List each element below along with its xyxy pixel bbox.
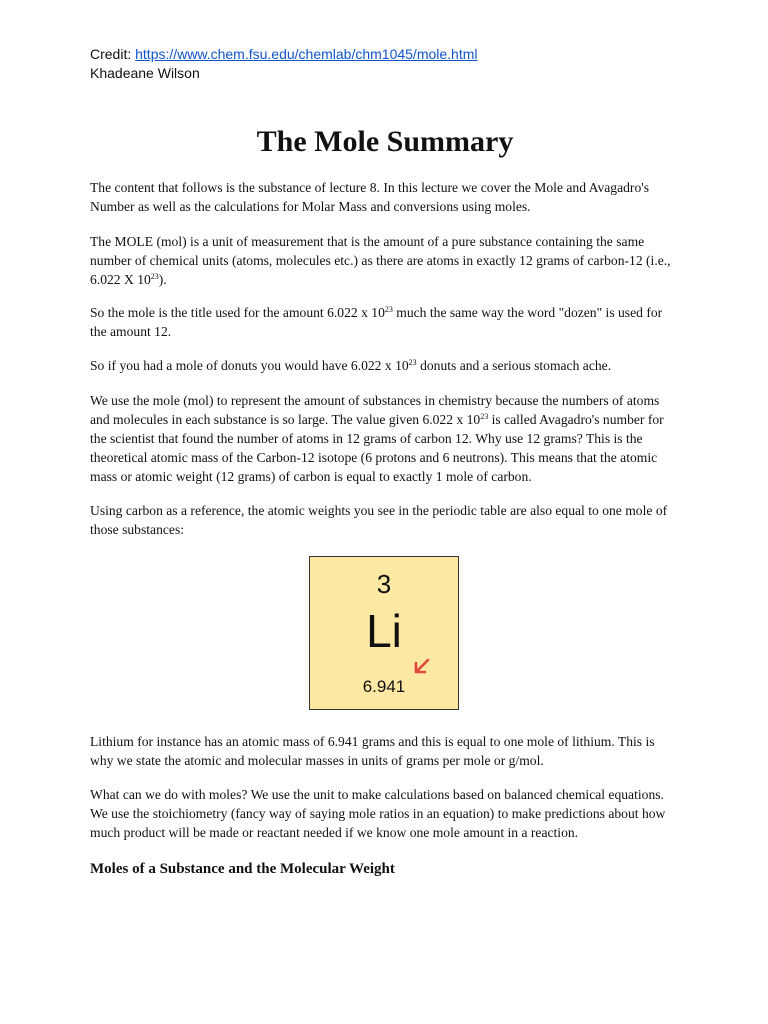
mole-title-paragraph [90, 303, 680, 341]
arrow-down-left-icon [410, 655, 434, 679]
avogadro-end: is called Avagadro's number for the scientist that found the number of atoms in 12 grams of carbon 12. Why use 12 grams? This is the theoretical atomic mass of the Carbon-12 isotope (6 protons and 6 neutrons). This means that the atomic mass or atomic weight (12 grams) of carbon is equal to exactly 1 mole of carbon. [90, 412, 664, 484]
credit-label: Credit: [90, 46, 136, 62]
atomic-number: 3 [376, 569, 392, 599]
donuts-text: So if you had a mole of donuts you would have 6.022 x 10 [90, 358, 409, 373]
lithium-element-tile [309, 556, 459, 710]
document-title: The Mole Summary [256, 125, 514, 158]
section-heading: Moles of a Substance and the Molecular Weight [90, 861, 395, 877]
carbon-reference-paragraph: Using carbon as a reference, the atomic weights you see in the periodic table are also equal to one mole of those substances: [90, 503, 668, 537]
avogadro-text: We use the mole (mol) to represent the amount of substances in chemistry because the numbers of atoms and molecules in each substance is so large. The value given 6.022 x 10 [90, 393, 660, 427]
exponent: 23 [480, 412, 489, 421]
mole-title-text: So the mole is the title used for the amount 6.022 x 10 [90, 305, 385, 320]
mole-definition-end: ). [158, 272, 167, 287]
mole-definition-paragraph [90, 232, 680, 289]
credit-line [90, 45, 478, 64]
avogadro-paragraph [90, 391, 680, 486]
credit-link[interactable]: https://www.chem.fsu.edu/chemlab/chm1045/mole.html [135, 46, 478, 62]
atomic-mass: 6.941 [362, 677, 406, 696]
lithium-paragraph: Lithium for instance has an atomic mass of 6.941 grams and this is equal to one mole of lithium. This is why we state the atomic and molecular masses in units of grams per mole or g/mol. [90, 734, 655, 768]
intro-paragraph: The content that follows is the substance of lecture 8. In this lecture we cover the Mole and Avagadro's Number as well as the calculations for Molar Mass and conversions using moles. [90, 180, 649, 214]
stoichiometry-paragraph: What can we do with moles? We use the unit to make calculations based on balanced chemical equations. We use the stoichiometry (fancy way of saying mole ratios in an equation) to make predictions about how much product will be made or reactant needed if we know one mole amount in a reaction. [90, 787, 666, 840]
mole-definition-text: The MOLE (mol) is a unit of measurement that is the amount of a pure substance containing the same number of chemical units (atoms, molecules etc.) as there are atoms in exactly 12 grams of carbon-12 (i.e., 6.022 X 10 [90, 234, 671, 287]
exponent: 23 [150, 272, 159, 281]
mole-title-end: much the same way the word "dozen" is used for the amount 12. [90, 305, 663, 339]
element-symbol: Li [366, 605, 402, 657]
exponent: 23 [408, 358, 417, 367]
donuts-end: donuts and a serious stomach ache. [416, 358, 612, 373]
author-name: Khadeane Wilson [90, 65, 200, 81]
donuts-paragraph [90, 356, 680, 375]
exponent: 23 [384, 305, 393, 314]
